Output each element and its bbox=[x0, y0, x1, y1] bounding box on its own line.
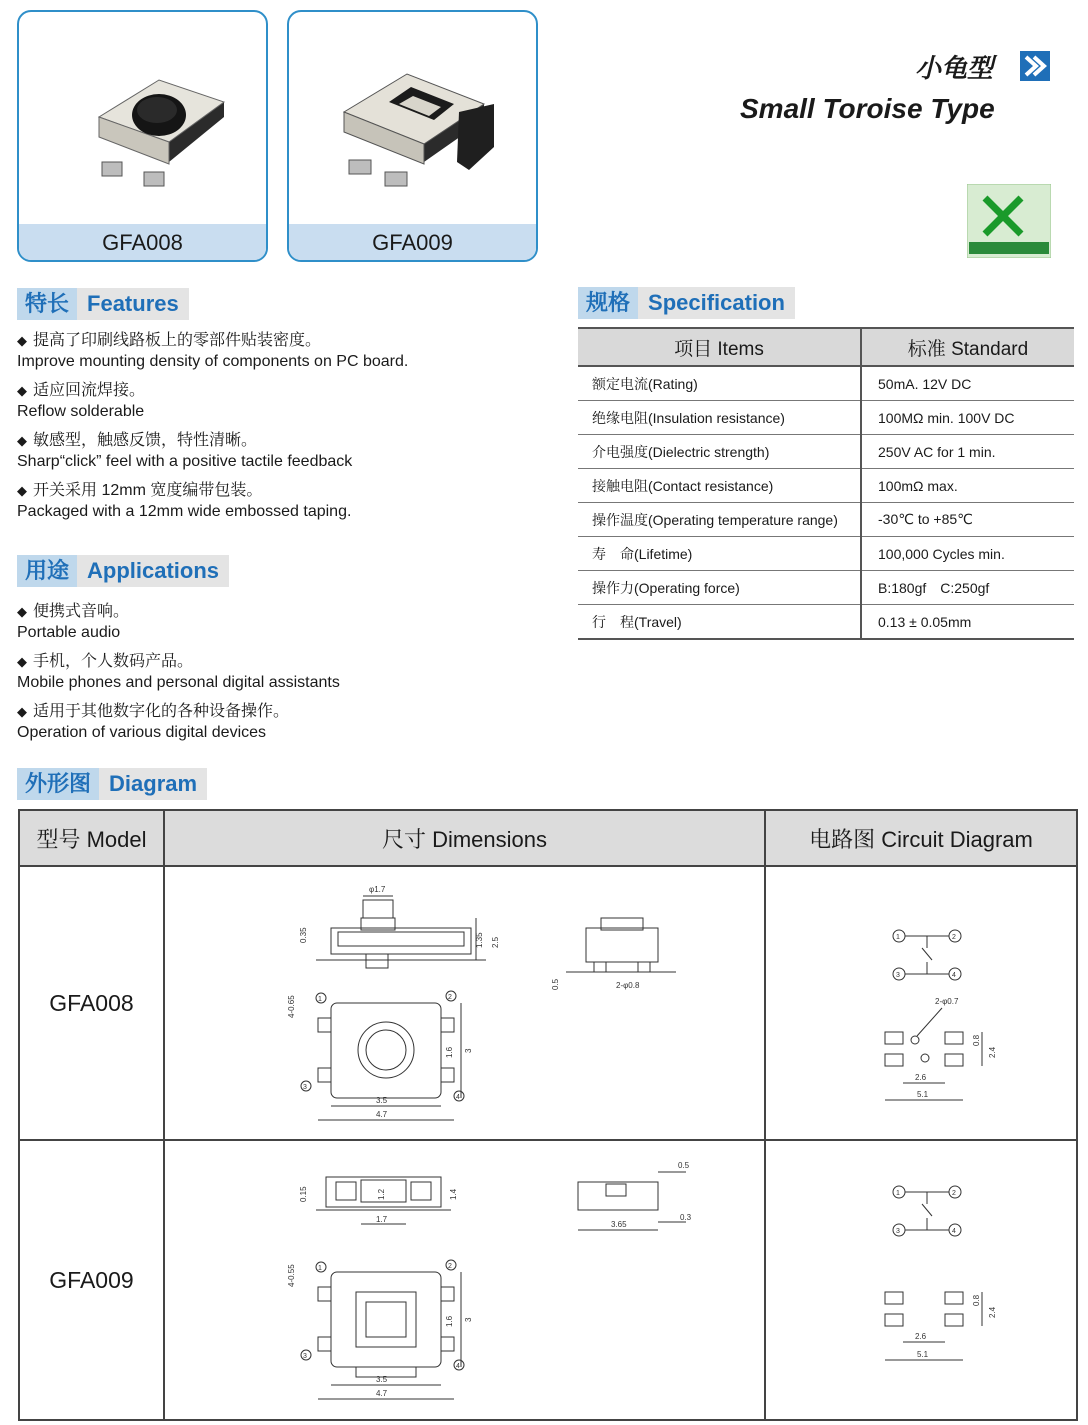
specification-title-en: Specification bbox=[638, 287, 795, 319]
diagram-model: GFA009 bbox=[19, 1140, 164, 1420]
spec-value: 0.13 ± 0.05mm bbox=[861, 605, 1074, 640]
svg-text:0.5: 0.5 bbox=[678, 1161, 690, 1170]
spec-item: 操作温度(Operating temperature range) bbox=[578, 503, 861, 537]
svg-text:5.1: 5.1 bbox=[917, 1350, 929, 1359]
spec-value: 100mΩ max. bbox=[861, 469, 1074, 503]
table-row bbox=[19, 1140, 1077, 1420]
diagram-header-circuit: 电路图 Circuit Diagram bbox=[765, 810, 1077, 866]
svg-text:4.7: 4.7 bbox=[376, 1389, 388, 1398]
svg-text:3: 3 bbox=[464, 1317, 473, 1322]
svg-text:1.6: 1.6 bbox=[445, 1046, 454, 1058]
spec-item: 寿 命(Lifetime) bbox=[578, 537, 861, 571]
table-row bbox=[19, 866, 1077, 1140]
table-row bbox=[578, 435, 1074, 469]
diagram-model: GFA008 bbox=[19, 866, 164, 1140]
spec-value: -30℃ to +85℃ bbox=[861, 503, 1074, 537]
applications-header bbox=[17, 555, 229, 587]
svg-text:1.4: 1.4 bbox=[449, 1188, 458, 1200]
table-row bbox=[578, 503, 1074, 537]
svg-text:0.8: 0.8 bbox=[972, 1034, 981, 1046]
svg-text:4-0.65: 4-0.65 bbox=[287, 995, 296, 1018]
diagram-title-cn: 外形图 bbox=[17, 768, 99, 800]
svg-text:4-0.55: 4-0.55 bbox=[287, 1264, 296, 1287]
svg-text:2: 2 bbox=[448, 994, 452, 1001]
dimension-drawing-gfa009 bbox=[164, 1140, 765, 1420]
svg-text:4: 4 bbox=[952, 972, 956, 979]
diagram-header-model: 型号 Model bbox=[19, 810, 164, 866]
application-item-en: Portable audio bbox=[17, 624, 121, 641]
svg-text:0.5: 0.5 bbox=[551, 978, 560, 990]
svg-text:2-φ0.8: 2-φ0.8 bbox=[616, 981, 640, 990]
features-header bbox=[17, 288, 189, 320]
application-item-en: Operation of various digital devices bbox=[17, 724, 267, 741]
svg-text:3: 3 bbox=[896, 972, 900, 979]
circuit-diagram-gfa009 bbox=[765, 1140, 1077, 1420]
applications-title-en: Applications bbox=[77, 555, 229, 587]
svg-text:2: 2 bbox=[952, 934, 956, 941]
spec-item: 接触电阻(Contact resistance) bbox=[578, 469, 861, 503]
specification-header bbox=[578, 287, 795, 319]
svg-text:2.4: 2.4 bbox=[988, 1306, 997, 1318]
gfa008-photo bbox=[19, 12, 266, 224]
svg-text:4.7: 4.7 bbox=[376, 1110, 388, 1119]
svg-text:3: 3 bbox=[464, 1048, 473, 1053]
svg-text:4: 4 bbox=[456, 1363, 460, 1370]
circuit-diagram bbox=[767, 1142, 1075, 1418]
circuit-diagram bbox=[767, 868, 1075, 1138]
svg-text:4: 4 bbox=[952, 1228, 956, 1235]
applications-title-cn: 用途 bbox=[17, 555, 77, 587]
circuit-diagram-gfa008 bbox=[765, 866, 1077, 1140]
svg-text:1.6: 1.6 bbox=[445, 1315, 454, 1327]
table-row bbox=[578, 401, 1074, 435]
spec-item: 行 程(Travel) bbox=[578, 605, 861, 640]
svg-text:3: 3 bbox=[896, 1228, 900, 1235]
spec-item: 操作力(Operating force) bbox=[578, 571, 861, 605]
application-item-en: Mobile phones and personal digital assistants bbox=[17, 674, 340, 691]
table-row bbox=[578, 571, 1074, 605]
product-card-gfa009 bbox=[287, 10, 538, 262]
diagram-header bbox=[17, 768, 207, 800]
svg-text:0.8: 0.8 bbox=[972, 1294, 981, 1306]
application-item: ◆ 便携式音响。 bbox=[17, 603, 130, 620]
feature-item-en: Packaged with a 12mm wide embossed taping. bbox=[17, 503, 352, 520]
table-row bbox=[578, 537, 1074, 571]
spec-item: 额定电流(Rating) bbox=[578, 366, 861, 401]
svg-text:3: 3 bbox=[303, 1353, 307, 1360]
svg-text:1: 1 bbox=[318, 1265, 322, 1272]
spec-value: B:180gf C:250gf bbox=[861, 571, 1074, 605]
feature-item-en: Sharp“click” feel with a positive tactile feedback bbox=[17, 453, 353, 470]
spec-value: 100,000 Cycles min. bbox=[861, 537, 1074, 571]
svg-text:0.35: 0.35 bbox=[299, 927, 308, 943]
table-row bbox=[578, 366, 1074, 401]
feature-item: ◆ 提高了印刷线路板上的零部件贴装密度。 bbox=[17, 332, 322, 349]
feature-item-en: Reflow solderable bbox=[17, 403, 145, 420]
feature-item: ◆ 适应回流焊接。 bbox=[17, 382, 146, 399]
spec-value: 50mA. 12V DC bbox=[861, 366, 1074, 401]
svg-text:1: 1 bbox=[318, 996, 322, 1003]
feature-item-en: Improve mounting density of components on PC board. bbox=[17, 353, 409, 370]
title-cn: 小龟型 bbox=[915, 53, 994, 83]
features-title-en: Features bbox=[77, 288, 189, 320]
svg-text:2: 2 bbox=[952, 1190, 956, 1197]
application-item: ◆ 手机，个人数码产品。 bbox=[17, 653, 194, 670]
gfa009-photo bbox=[289, 12, 536, 224]
feature-item: ◆ 开关采用 12mm 宽度编带包装。 bbox=[17, 482, 263, 499]
svg-text:0.15: 0.15 bbox=[299, 1186, 308, 1202]
svg-text:3.5: 3.5 bbox=[376, 1375, 388, 1384]
rohs-mark-icon bbox=[967, 184, 1051, 258]
spec-header-standard: 标准 Standard bbox=[861, 328, 1074, 366]
table-row bbox=[578, 605, 1074, 640]
svg-text:1: 1 bbox=[896, 934, 900, 941]
spec-item: 绝缘电阻(Insulation resistance) bbox=[578, 401, 861, 435]
feature-item: ◆ 敏感型，触感反馈，特性清晰。 bbox=[17, 432, 258, 449]
diagram-table bbox=[18, 809, 1078, 1421]
svg-text:4: 4 bbox=[456, 1094, 460, 1101]
diagram-header-dimensions: 尺寸 Dimensions bbox=[164, 810, 765, 866]
arrow-icon bbox=[1020, 51, 1050, 81]
svg-text:1: 1 bbox=[896, 1190, 900, 1197]
diagram-title-en: Diagram bbox=[99, 768, 207, 800]
svg-text:2.4: 2.4 bbox=[988, 1046, 997, 1058]
svg-text:3.5: 3.5 bbox=[376, 1096, 388, 1105]
svg-text:2.6: 2.6 bbox=[915, 1073, 927, 1082]
svg-text:1.2: 1.2 bbox=[377, 1188, 386, 1200]
svg-text:5.1: 5.1 bbox=[917, 1090, 929, 1099]
specification-title-cn: 规格 bbox=[578, 287, 638, 319]
svg-text:3: 3 bbox=[303, 1084, 307, 1091]
spec-header-items: 项目 Items bbox=[578, 328, 861, 366]
table-row bbox=[578, 469, 1074, 503]
product-model-label: GFA009 bbox=[289, 224, 536, 260]
svg-text:φ1.7: φ1.7 bbox=[369, 885, 386, 894]
svg-text:2.5: 2.5 bbox=[491, 936, 500, 948]
svg-text:2.6: 2.6 bbox=[915, 1332, 927, 1341]
svg-text:3.65: 3.65 bbox=[611, 1220, 627, 1229]
svg-text:1.35: 1.35 bbox=[475, 932, 484, 948]
product-card-gfa008 bbox=[17, 10, 268, 262]
dimension-drawing-gfa008 bbox=[164, 866, 765, 1140]
spec-value: 250V AC for 1 min. bbox=[861, 435, 1074, 469]
dimension-drawing bbox=[166, 1142, 763, 1418]
spec-item: 介电强度(Dielectric strength) bbox=[578, 435, 861, 469]
title-en: Small Toroise Type bbox=[740, 93, 995, 124]
spec-value: 100MΩ min. 100V DC bbox=[861, 401, 1074, 435]
svg-text:0.3: 0.3 bbox=[680, 1213, 692, 1222]
dimension-drawing bbox=[166, 868, 763, 1138]
application-item: ◆ 适用于其他数字化的各种设备操作。 bbox=[17, 703, 290, 720]
svg-text:1.7: 1.7 bbox=[376, 1215, 388, 1224]
svg-text:2: 2 bbox=[448, 1263, 452, 1270]
specification-table bbox=[578, 327, 1074, 640]
svg-text:2-φ0.7: 2-φ0.7 bbox=[935, 997, 959, 1006]
features-title-cn: 特长 bbox=[17, 288, 77, 320]
product-model-label: GFA008 bbox=[19, 224, 266, 260]
